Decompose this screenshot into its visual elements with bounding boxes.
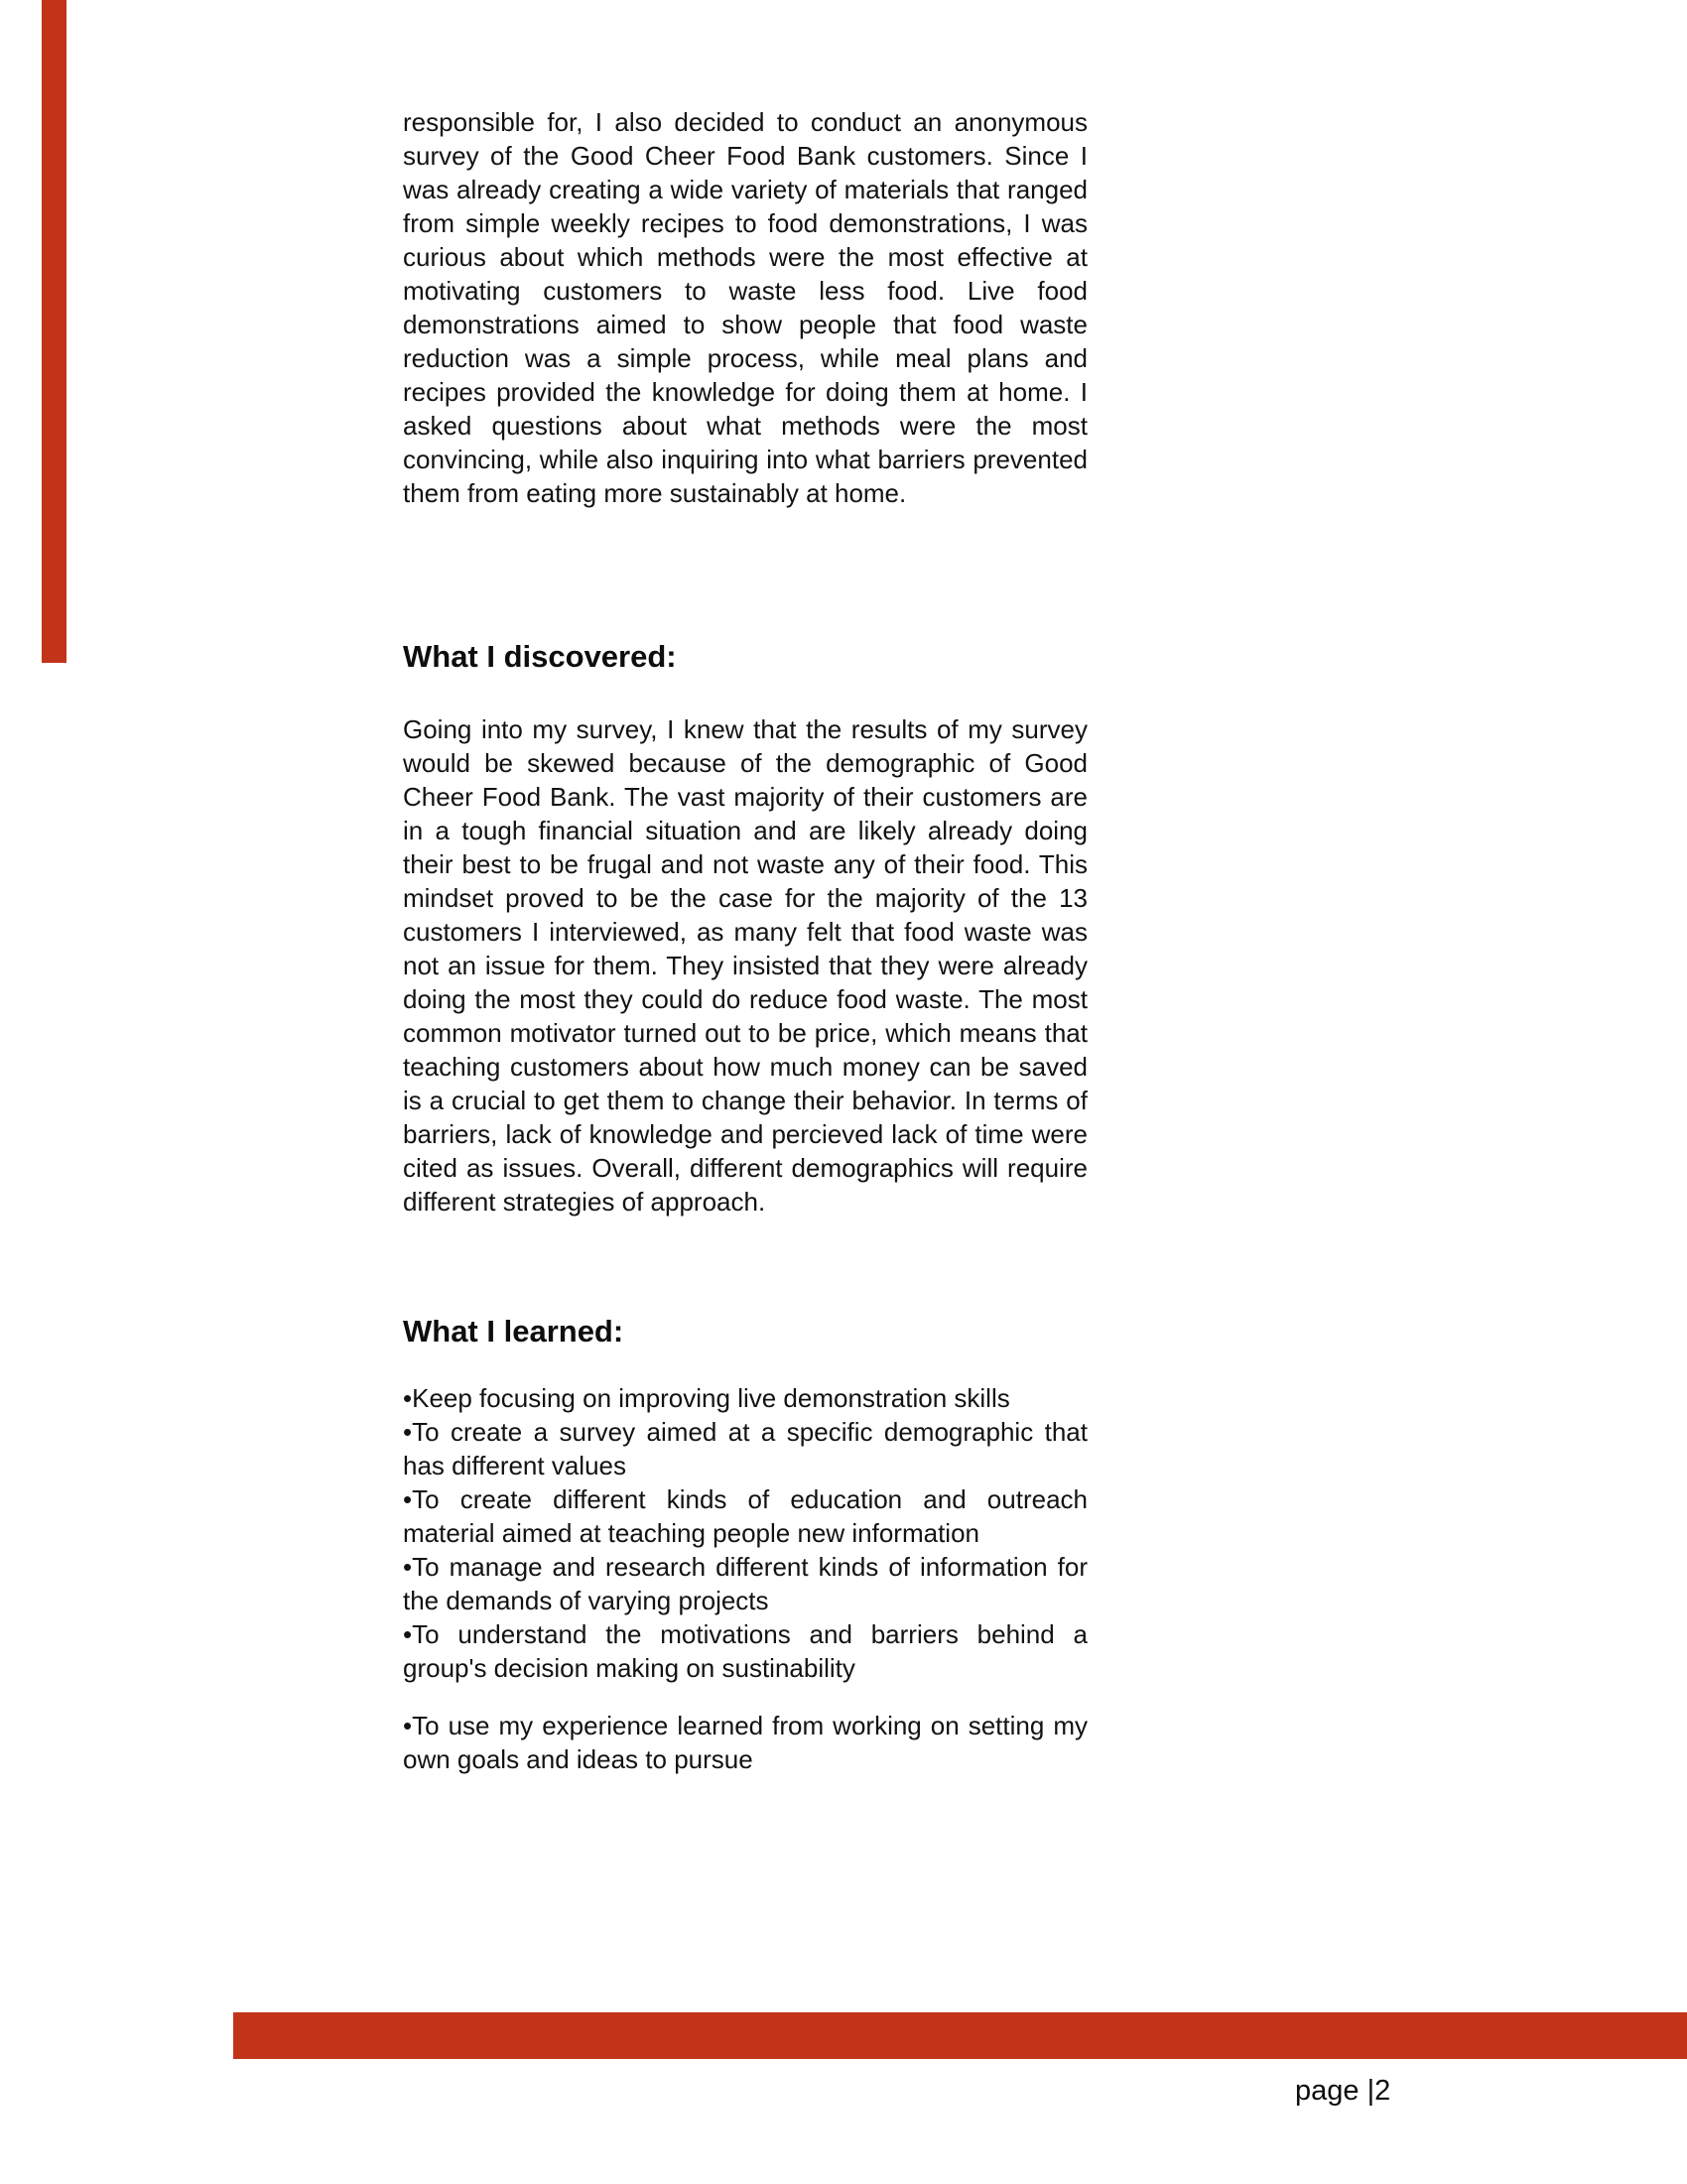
list-item: •Keep focusing on improving live demonstration skills — [403, 1383, 1010, 1413]
list-item: •To manage and research different kinds of information for the demands of varying projects — [403, 1552, 1088, 1615]
learned-bullet-list — [403, 1381, 1088, 1685]
paragraph-survey-intro: responsible for, I also decided to conduct an anonymous survey of the Good Cheer Food Bank customers. Since I was already creating a wide variety of materials that ranged from simple weekly recipes to food demonstrations, I was curious about which methods were the most effective at motivating customers to waste less food. Live food demonstrations aimed to show people that food waste reduction was a simple process, while meal plans and recipes provided the knowledge for doing them at home. I asked questions about what methods were the most convincing, while also inquiring into what barriers prevented them from eating more sustainably at home. — [403, 107, 1088, 508]
list-item: •To use my experience learned from working on setting my own goals and ideas to pursue — [403, 1711, 1088, 1774]
left-accent-bar — [42, 0, 66, 663]
heading-what-i-discovered: What I discovered: — [403, 639, 677, 674]
heading-what-i-learned: What I learned: — [403, 1314, 624, 1349]
learned-bullet-final — [403, 1709, 1088, 1776]
page-number: page |2 — [1295, 2075, 1391, 2107]
paragraph-discovered: Going into my survey, I knew that the results of my survey would be skewed because of the demographic of Good Cheer Food Bank. The vast majority of their customers are in a tough financial situation and are likely already doing their best to be frugal and not waste any of their food. This mindset proved to be the case for the majority of the 13 customers I interviewed, as many felt that food waste was not an issue for them. They insisted that they were already doing the most they could do reduce food waste. The most common motivator turned out to be price, which means that teaching customers about how much money can be saved is a crucial to get them to change their behavior. In terms of barriers, lack of knowledge and percieved lack of time were cited as issues. Overall, different demographics will require different strategies of approach. — [403, 714, 1088, 1217]
list-item: •To create different kinds of education and outreach material aimed at teaching people new information — [403, 1484, 1088, 1548]
list-item: •To understand the motivations and barriers behind a group's decision making on sustinability — [403, 1619, 1088, 1683]
footer-accent-bar — [233, 2012, 1687, 2059]
list-item: •To create a survey aimed at a specific demographic that has different values — [403, 1417, 1088, 1480]
